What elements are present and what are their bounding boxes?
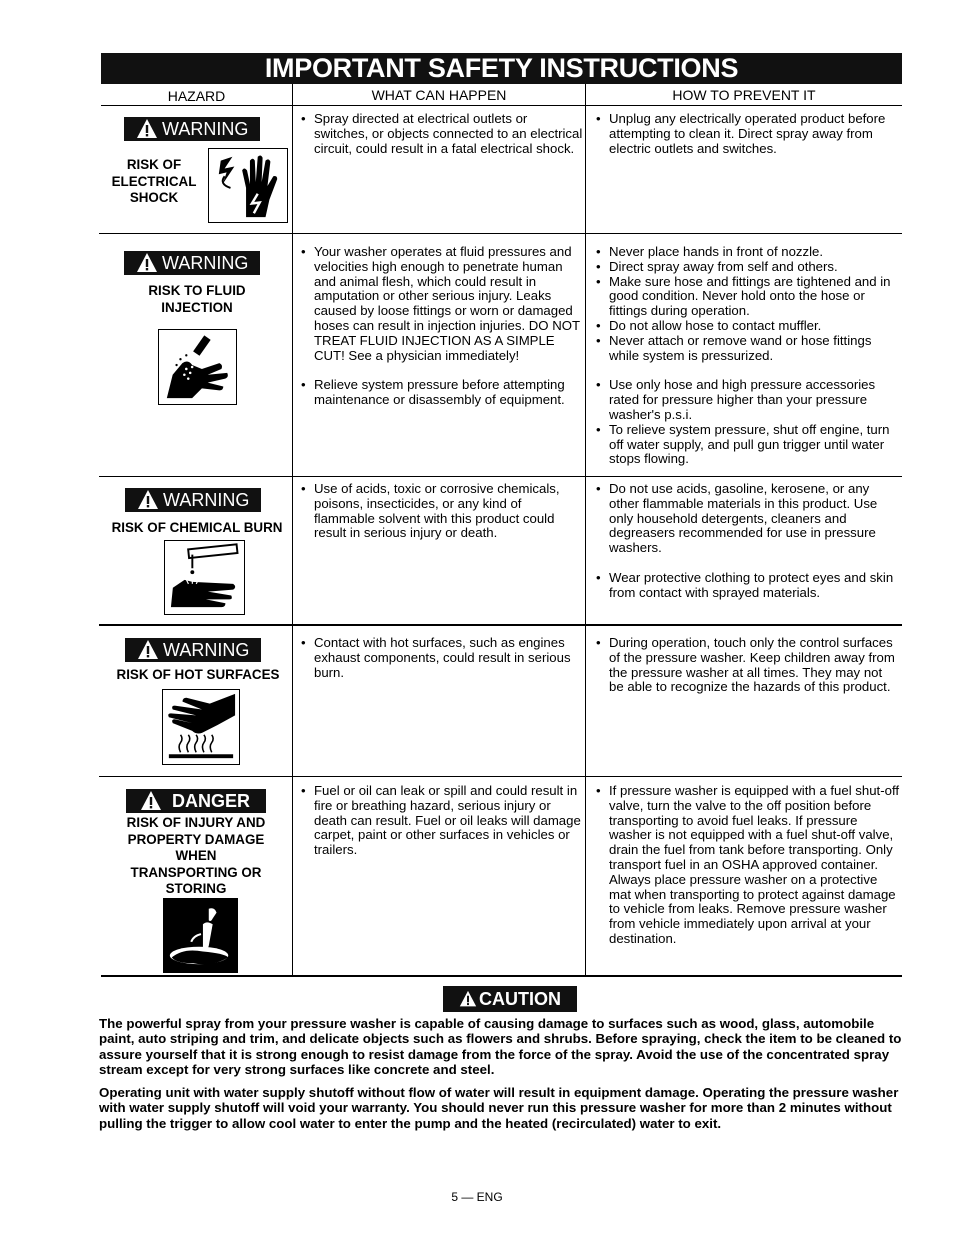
- what-can-happen-cell: [300, 482, 584, 541]
- risk-label: [106, 667, 290, 684]
- what-can-happen-cell: [300, 245, 584, 408]
- warning-badge: [124, 117, 260, 141]
- column-header-prevent: HOW TO PREVENT IT: [672, 87, 816, 103]
- risk-line: WHEN: [175, 848, 217, 864]
- risk-line: TRANSPORTING OR: [130, 864, 262, 880]
- row-divider: [99, 476, 902, 477]
- hazard-bullet: • Your washer operates at fluid pressures and velocities high enough to penetrate human and animal flesh, which could result in amputation or other serious injury. Leaks caused by loose fittings or worn or damaged hoses can result in injection injuries. DO NOT TREAT FLUID INJECTION AS A SIMPLE CUT! See a physician immediately!: [300, 245, 584, 363]
- header-rule: [101, 105, 902, 106]
- badge-label: WARNING: [162, 253, 249, 273]
- warning-triangle-icon: [137, 639, 159, 661]
- risk-line: INJECTION: [161, 299, 233, 315]
- risk-line: RISK OF CHEMICAL BURN: [111, 520, 283, 535]
- risk-line: RISK OF HOT SURFACES: [116, 667, 280, 682]
- risk-line: SHOCK: [129, 190, 179, 206]
- column-header-hazard: HAZARD: [167, 88, 226, 104]
- badge-label: WARNING: [163, 640, 250, 660]
- prevention-bullet: • Wear protective clothing to protect eyes and skin from contact with sprayed materials.: [595, 571, 895, 601]
- row-divider: [99, 233, 902, 234]
- warning-triangle-icon: [137, 489, 159, 511]
- prevention-bullet: • Never place hands in front of nozzle.: [595, 245, 895, 260]
- hazard-bullet: • Contact with hot surfaces, such as engines exhaust components, could result in serious burn.: [300, 636, 584, 680]
- warning-triangle-icon: [459, 990, 477, 1008]
- hazard-bullet: • Spray directed at electrical outlets or switches, or objects connected to an electrical circuit, could result in a fatal electrical shock.: [300, 112, 584, 156]
- how-to-prevent-cell: [595, 784, 901, 947]
- badge-label: WARNING: [163, 490, 250, 510]
- prevention-bullet: • During operation, touch only the control surfaces of the pressure washer. Keep children away from the pressure washer at all times. They may not be able to recognize the hazards of this product.: [595, 636, 895, 695]
- fuel-spill-icon: [163, 898, 238, 973]
- column-header-what: WHAT CAN HAPPEN: [371, 87, 507, 103]
- prevention-bullet: • Make sure hose and fittings are tightened and in good condition. Never hold onto the hose or fittings during operation.: [595, 275, 895, 319]
- warning-triangle-icon: [136, 252, 158, 274]
- how-to-prevent-cell: [595, 245, 895, 467]
- prevention-bullet: • Direct spray away from self and others.: [595, 260, 895, 275]
- caution-label: CAUTION: [479, 988, 561, 1009]
- caution-paragraph: The powerful spray from your pressure washer is capable of causing damage to surfaces such as wood, glass, automobile paint, auto striping and trim, and delicate objects such as flowers and shrubs. Before spraying, check the item to be cleaned to assure yourself that it is strong enough to resist damage from the force of the spray. Avoid the use of the concentrated spray stream except for very strong surfaces like concrete and steel.: [99, 1016, 902, 1077]
- risk-line: STORING: [165, 881, 227, 897]
- risk-line: ELECTRICAL: [111, 173, 197, 189]
- row-divider: [99, 776, 902, 777]
- risk-label: [104, 157, 204, 207]
- hazard-bullet: • Fuel or oil can leak or spill and could result in fire or breathing hazard, serious injury or death can result. Fuel or oil leaks will damage carpet, paint or other surfaces in vehicles or trailers.: [300, 784, 584, 858]
- hot-surface-icon: [162, 689, 240, 765]
- warning-badge: [124, 251, 260, 275]
- column-divider-2: [585, 84, 586, 976]
- warning-triangle-icon: [136, 118, 158, 140]
- risk-line: RISK OF INJURY AND: [126, 815, 266, 830]
- row-divider: [99, 624, 902, 626]
- risk-line: PROPERTY DAMAGE: [127, 831, 265, 847]
- fluid-injection-icon: [158, 329, 237, 405]
- what-can-happen-cell: [300, 784, 584, 858]
- prevention-bullet: • Never attach or remove wand or hose fittings while system is pressurized.: [595, 334, 895, 364]
- column-divider-1: [292, 84, 293, 976]
- badge-label: DANGER: [172, 791, 251, 811]
- risk-line: RISK TO FLUID: [148, 283, 246, 298]
- page-title: IMPORTANT SAFETY INSTRUCTIONS: [101, 53, 902, 84]
- risk-label: [102, 520, 292, 537]
- caution-paragraph: Operating unit with water supply shutoff without flow of water will result in equipment damage. Operating the pressure washer with water supply shutoff will void your warranty. You should never run this pressure washer for more than 2 minutes without pulling the trigger to allow cool water to enter the pump and the heated (recirculated) water to exit.: [99, 1085, 899, 1131]
- how-to-prevent-cell: [595, 112, 895, 156]
- badge-label: WARNING: [162, 119, 249, 139]
- prevention-bullet: • If pressure washer is equipped with a fuel shut-off valve, turn the valve to the off position before transporting to avoid fuel leaks. If pressure washer is not equipped with a fuel shut-off valve, drain the fuel from tank before transporting. Only transport fuel in an OSHA approved container. Always place pressure washer on a protective mat when transporting to protect against damage to vehicle from leaks. Remove pressure washer from vehicle immediately upon arrival at your destination.: [595, 784, 901, 947]
- prevention-bullet: • Do not use acids, gasoline, kerosene, or any other flammable materials in this product. Use only household detergents, cleaners and degreasers recommended for use in pressure washers.: [595, 482, 895, 556]
- danger-badge: [126, 789, 266, 813]
- what-can-happen-cell: [300, 112, 584, 156]
- prevention-bullet: • Unplug any electrically operated product before attempting to clean it. Direct spray away from electric outlets and switches.: [595, 112, 895, 156]
- warning-badge: [125, 488, 261, 512]
- page-number: 5 — ENG: [451, 1190, 503, 1204]
- table-bottom-rule: [101, 975, 902, 977]
- warning-triangle-icon: [140, 790, 162, 812]
- hazard-bullet: • Use of acids, toxic or corrosive chemicals, poisons, insecticides, or any kind of flammable solvent with this product could result in serious injury or death.: [300, 482, 584, 541]
- what-can-happen-cell: [300, 636, 584, 680]
- caution-badge: [443, 986, 577, 1012]
- how-to-prevent-cell: [595, 636, 895, 695]
- hazard-bullet: • Relieve system pressure before attempting maintenance or disassembly of equipment.: [300, 378, 584, 408]
- how-to-prevent-cell: [595, 482, 895, 601]
- risk-label: [108, 815, 284, 898]
- risk-line: RISK OF: [126, 157, 182, 172]
- prevention-bullet: • To relieve system pressure, shut off engine, turn off water supply, and pull gun trigger until water stops flowing.: [595, 423, 895, 467]
- prevention-bullet: • Use only hose and high pressure accessories rated for pressure higher than your pressure washer's p.s.i.: [595, 378, 895, 422]
- prevention-bullet: • Do not allow hose to contact muffler.: [595, 319, 895, 334]
- electrical-shock-icon: [208, 148, 288, 223]
- warning-badge: [125, 638, 261, 662]
- risk-label: [132, 283, 262, 316]
- chemical-burn-icon: [164, 540, 245, 615]
